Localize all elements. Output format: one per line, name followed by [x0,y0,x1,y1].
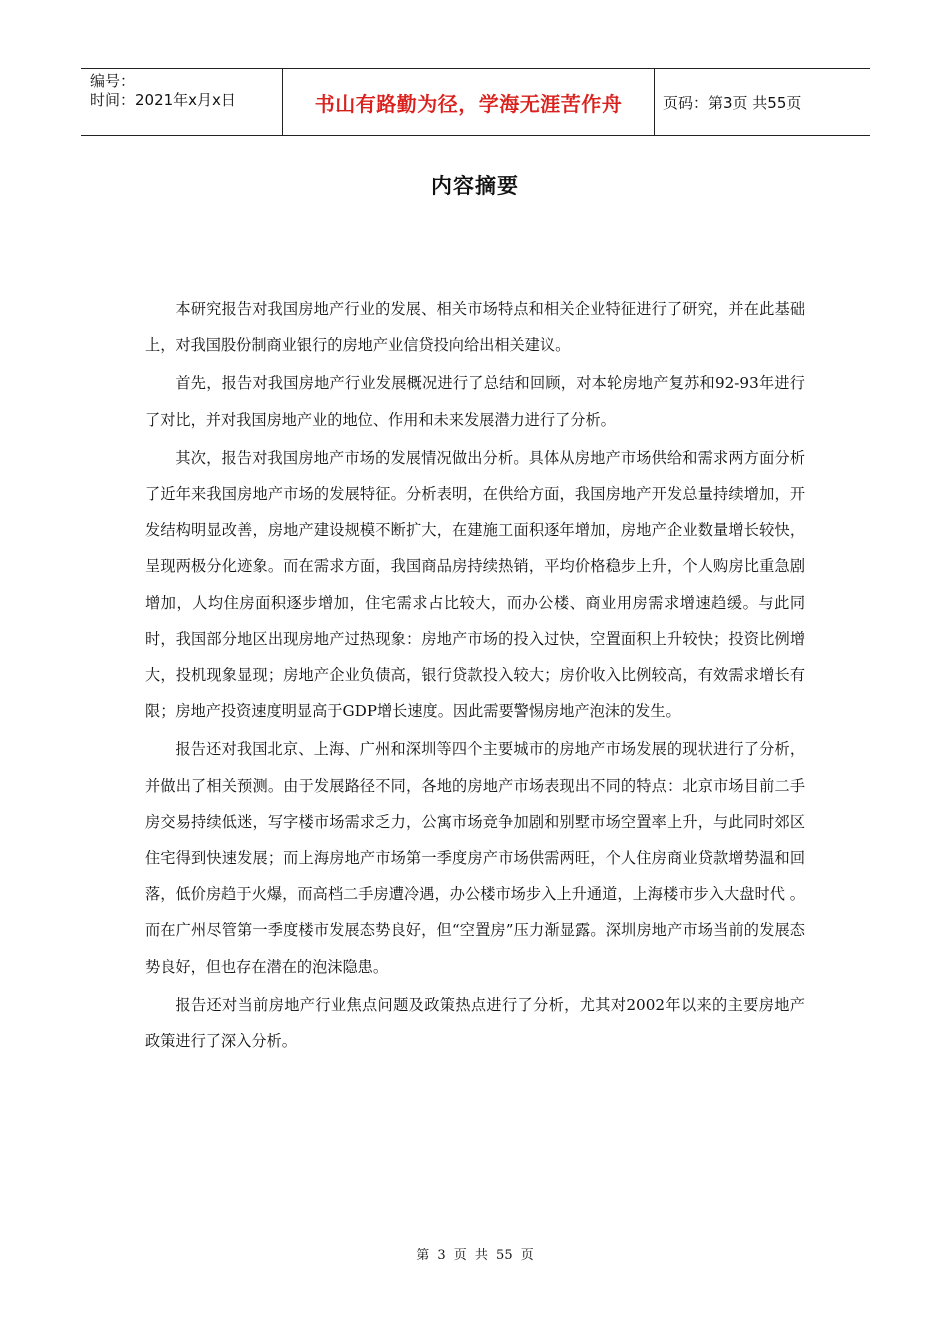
summary-body [145,291,805,1059]
paragraph-5: 报告还对当前房地产行业焦点问题及政策热点进行了分析，尤其对2002年以来的主要房地产政策进行了深入分析。 [145,995,805,1051]
paragraph-1: 本研究报告对我国房地产行业的发展、相关市场特点和相关企业特征进行了研究，并在此基础上，对我国股份制商业银行的房地产业信贷投向给出相关建议。 [145,300,805,355]
paragraph-2: 首先，报告对我国房地产行业发展概况进行了总结和回顾，对本轮房地产复苏和92-93年进行了对比，并对我国房地产业的地位、作用和未来发展潜力进行了分析。 [145,374,805,429]
page-title: 内容摘要 [431,174,519,198]
page-header [81,68,870,136]
paragraph-3: 其次，报告对我国房地产市场的发展情况做出分析。具体从房地产市场供给和需求两方面分析了近年来我国房地产市场的发展特征。分析表明，在供给方面，我国房地产开发总量持续增加，开发结构明显改善，房地产建设规模不断扩大，在建施工面积逐年增加，房地产企业数量增长较快，呈现两极分化迹象。而在需求方面，我国商品房持续热销，平均价格稳步上升，个人购房比重急剧增加，人均住房面积逐步增加，住宅需求占比较大，而办公楼、商业用房需求增速趋缓。与此同时，我国部分地区出现房地产过热现象：房地产市场的投入过快，空置面积上升较快；投资比例增大，投机现象显现；房地产企业负债高，银行贷款投入较大；房价收入比例较高，有效需求增长有限；房地产投资速度明显高于GDP增长速度。因此需要警惕房地产泡沫的发生。 [145,448,805,721]
document-date-label: 时间：2021年x月x日 [90,91,236,109]
header-meta [81,69,283,135]
header-page-info: 页码：第3页 共55页 [663,93,802,112]
paragraph-4: 报告还对我国北京、上海、广州和深圳等四个主要城市的房地产市场发展的现状进行了分析，并做出了相关预测。由于发展路径不同，各地的房地产市场表现出不同的特点：北京市场目前二手房交易持续低迷，写字楼市场需求乏力，公寓市场竞争加剧和别墅市场空置率上升，与此同时郊区住宅得到快速发展；而上海房地产市场第一季度房产市场供需两旺，个人住房商业贷款增势温和回落，低价房趋于火爆，而高档二手房遭冷遇，办公楼市场步入上升通道，上海楼市步入大盘时代 。而在广州尽管第一季度楼市发展态势良好，但“空置房”压力渐显露。深圳房地产市场当前的发展态势良好，但也存在潜在的泡沫隐患。 [145,740,805,976]
header-motto: 书山有路勤为径，学海无涯苦作舟 [283,69,655,135]
document-number-label: 编号： [90,72,136,90]
page-footer: 第 3 页 共 55 页 [416,1248,534,1263]
